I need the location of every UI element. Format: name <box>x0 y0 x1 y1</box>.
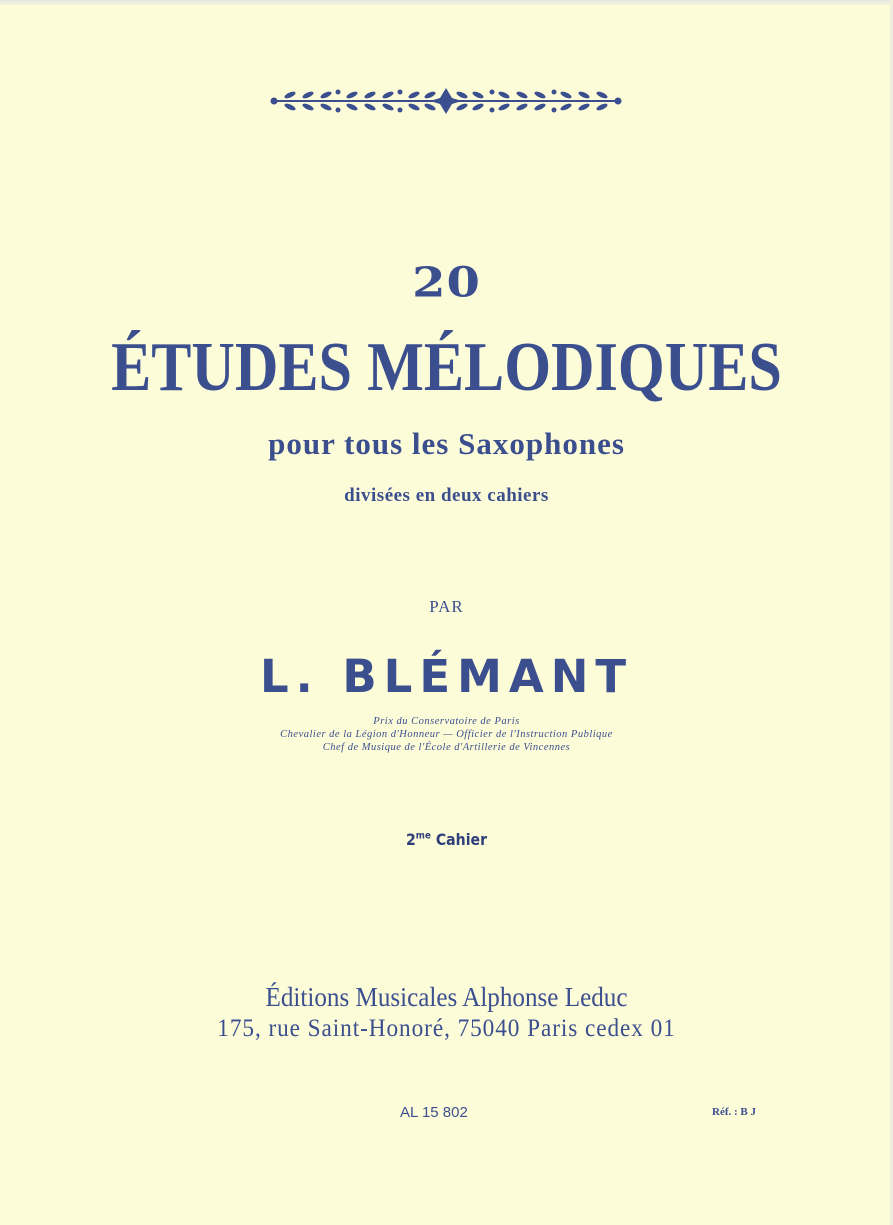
volume-label <box>54 830 840 849</box>
composer-honor-line: Chevalier de la Légion d'Honneur — Officier de l'Instruction Publique <box>280 729 613 740</box>
volume-suffix: me <box>415 830 431 842</box>
catalog-number: AL 15 802 <box>400 1104 468 1121</box>
composer-name: L. BLÉMANT <box>259 650 634 703</box>
composer-honor-line: Prix du Conservatoire de Paris <box>373 716 520 727</box>
volume-number: 2 <box>405 830 416 849</box>
subtitle-volumes: divisées en deux cahiers <box>344 485 549 506</box>
by-label: PAR <box>429 597 464 616</box>
composer-honor-line: Chef de Musique de l'École d'Artillerie de Vincennes <box>322 742 571 753</box>
main-title: ÉTUDES MÉLODIQUES <box>111 329 782 406</box>
etude-count: 20 <box>412 259 481 307</box>
publisher-address: 175, rue Saint-Honoré, 75040 Paris cedex 01 <box>217 1015 676 1042</box>
subtitle-instruments: pour tous les Saxophones <box>268 426 625 461</box>
page-top-edge <box>0 0 893 5</box>
laurel-garland-ornament-icon <box>268 84 624 118</box>
reference-code: Réf. : B J <box>712 1106 756 1118</box>
volume-word: Cahier <box>435 830 488 849</box>
publisher-name: Éditions Musicales Alphonse Leduc <box>265 982 628 1012</box>
